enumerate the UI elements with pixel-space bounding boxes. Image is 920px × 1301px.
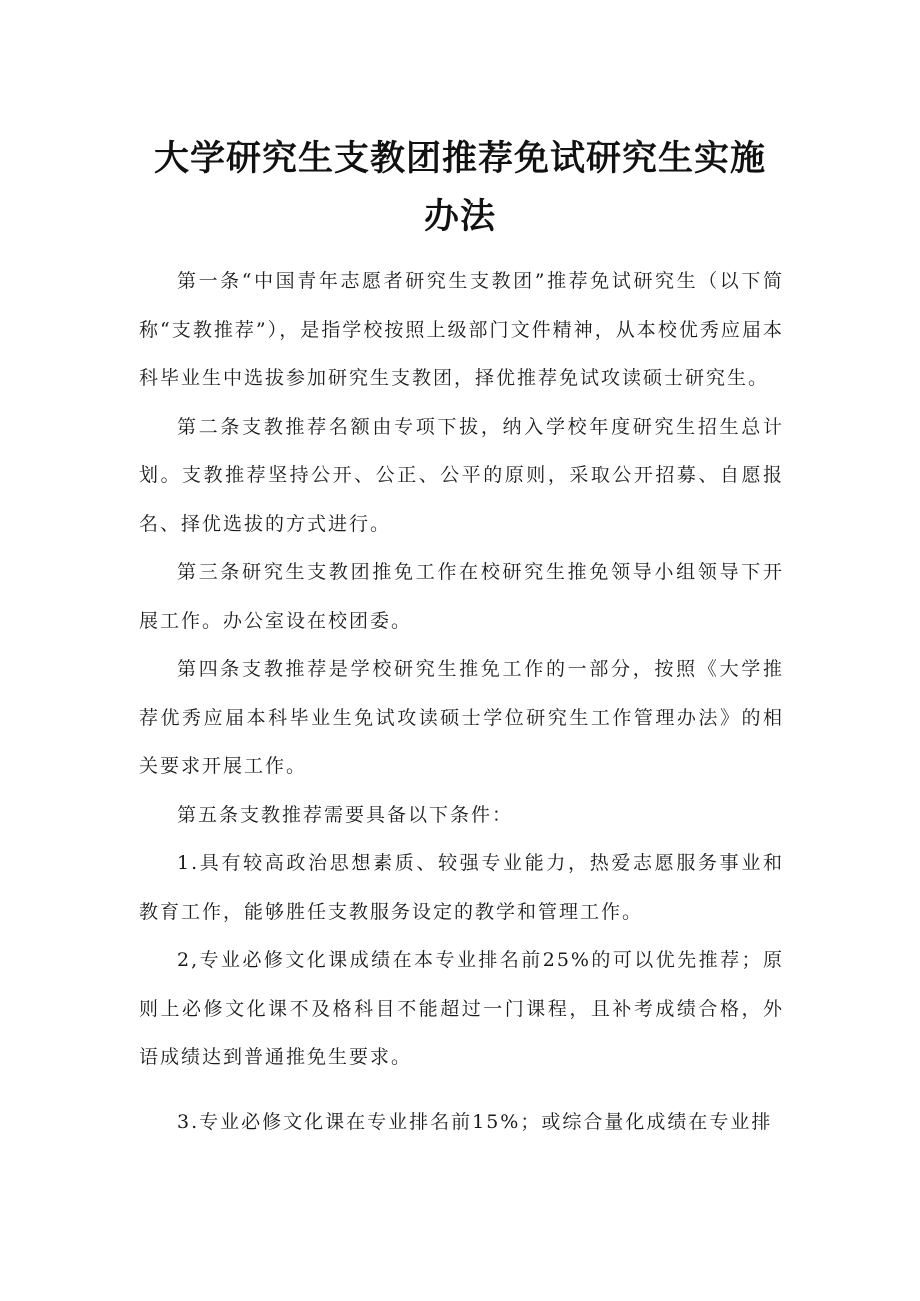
condition-3-paragraph: 3.专业必修文化课在专业排名前15%；或综合量化成绩在专业排 — [177, 1110, 773, 1133]
document-title: 大学研究生支教团推荐免试研究生实施办法 — [153, 139, 766, 237]
condition-1-paragraph: 1.具有较高政治思想素质、较强专业能力，热爱志愿服务事业和教育工作，能够胜任支教服务设定的教学和管理工作。 — [139, 852, 784, 923]
condition-2-paragraph: 2,专业必修文化课成绩在本专业排名前25%的可以优先推荐；原则上必修文化课不及格科目不能超过一门课程，且补考成绩合格，外语成绩达到普通推免生要求。 — [139, 949, 784, 1068]
article-4-paragraph: 第四条支教推荐是学校研究生推免工作的一部分，按照《大学推荐优秀应届本科毕业生免试攻读硕士学位研究生工作管理办法》的相关要求开展工作。 — [139, 658, 784, 777]
article-1-paragraph: 第一条“中国青年志愿者研究生支教团”推荐免试研究生（以下简称“支教推荐”），是指学校按照上级部门文件精神，从本校优秀应届本科毕业生中选拔参加研究生支教团，择优推荐免试攻读硕士研究生。 — [139, 270, 784, 389]
article-3-paragraph: 第三条研究生支教团推免工作在校研究生推免领导小组领导下开展工作。办公室设在校团委。 — [139, 561, 784, 632]
article-2-paragraph: 第二条支教推荐名额由专项下拔，纳入学校年度研究生招生总计划。支教推荐坚持公开、公正、公平的原则，采取公开招募、自愿报名、择优选拔的方式进行。 — [139, 415, 784, 535]
article-5-paragraph: 第五条支教推荐需要具备以下条件： — [177, 803, 514, 826]
document-body — [139, 257, 784, 1146]
